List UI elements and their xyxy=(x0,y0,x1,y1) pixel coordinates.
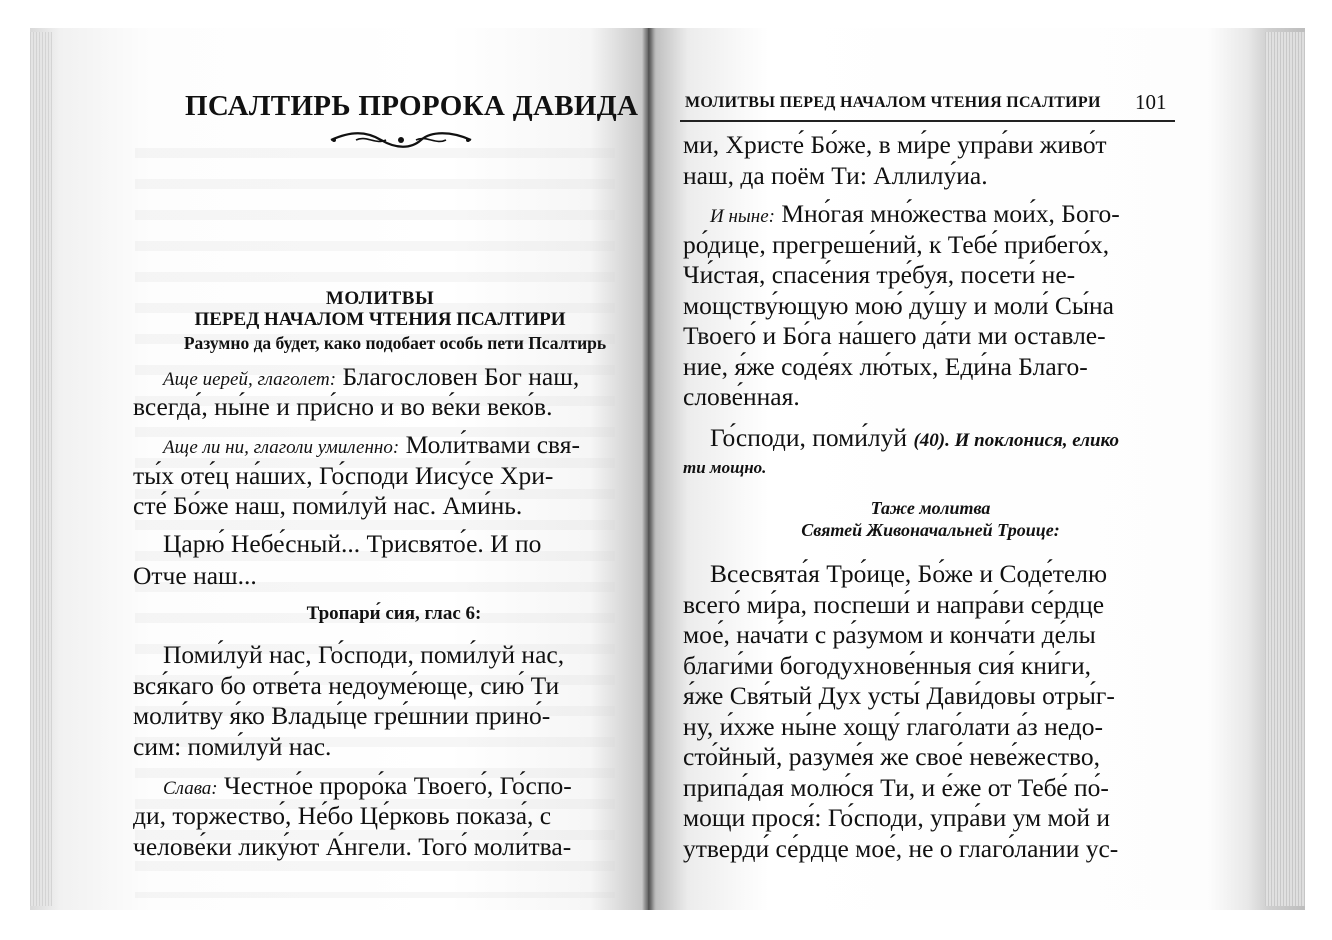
r-line-1: ми, Христе́ Бо́же, в ми́ре упра́ви живо́т xyxy=(683,130,1107,159)
ornament-divider-icon xyxy=(326,129,476,151)
rubric-and-now: И ныне: xyxy=(710,206,775,227)
and-now-line-5: Твоего́ и Бо́га на́шего да́ти ми оставле- xyxy=(683,321,1106,350)
lord-have-mercy-line-2: ти мощно. xyxy=(683,458,767,477)
header-rule xyxy=(680,120,1175,122)
page-edges-left xyxy=(30,32,52,906)
text-by-prayers: Моли́твами свя- xyxy=(399,430,580,459)
page-edges-right xyxy=(1265,32,1305,906)
lord-have-mercy-line-1 xyxy=(710,422,1119,456)
paragraph-heavenly-king-line-1: Царю́ Небе́сный... Трисвято́е. И по xyxy=(163,529,542,558)
troparion-line-2: вся́каго бо отве́та недоуме́юще, сию́ Ти xyxy=(133,671,560,700)
paragraph-priest-line-1 xyxy=(163,361,579,395)
r-line-2: наш, да поём Ти: Аллилу́иа. xyxy=(683,161,988,190)
troparion-line-1: Поми́луй нас, Го́споди, поми́луй нас, xyxy=(163,640,565,669)
glory-line-2: ди, торжество́, Не́бо Це́рковь показа́, с xyxy=(133,801,552,830)
open-book xyxy=(30,28,1305,910)
also-prayer-title: Таже молитва xyxy=(870,498,991,518)
page-header-title: ПСАЛТИРЬ ПРОРОКА ДАВИДА xyxy=(185,90,639,122)
text-many-multitudes: Мно́гая мно́жества мои́х, Бого- xyxy=(774,199,1120,228)
paragraph-layman-line-1 xyxy=(163,429,580,463)
book-spine-shadow xyxy=(642,28,656,910)
and-now-line-6: ние, я́же соде́ях лю́тых, Еди́на Благо- xyxy=(683,352,1088,381)
and-now-line-1 xyxy=(710,198,1120,232)
page-number: 101 xyxy=(1135,90,1167,114)
rubric-priest: Аще иерей, глаголет: xyxy=(163,369,337,390)
trinity-line-1: Всесвята́я Тро́ице, Бо́же и Соде́телю xyxy=(710,559,1107,588)
trinity-line-6: ну, и́хже ны́не хощу́ глаго́лати а́з недо- xyxy=(683,712,1103,741)
trinity-line-7: сто́йный, разуме́я же свое́ неве́жество, xyxy=(683,742,1101,771)
and-now-line-2: ро́дице, прегреше́ний, к Тебе́ прибего́х, xyxy=(683,230,1110,259)
and-now-line-7: слове́нная. xyxy=(683,382,800,411)
text-lord-have-mercy: Го́споди, поми́луй xyxy=(710,423,914,452)
glory-line-1 xyxy=(163,770,572,804)
and-now-line-3: Чи́стая, спасе́ния тре́буя, посети́ не- xyxy=(683,260,1076,289)
section-title-before-reading: ПЕРЕД НАЧАЛОМ ЧТЕНИЯ ПСАЛТИРИ xyxy=(194,309,566,330)
rubric-layman: Аще ли ни, глаголи умиленно: xyxy=(163,437,400,458)
rubric-forty: (40). И поклонися, елико xyxy=(913,430,1119,451)
left-page xyxy=(30,28,648,910)
troparia-heading: Тропари́ сия, глас 6: xyxy=(306,603,482,624)
paragraph-priest-line-2: всегда́, ны́не и при́сно и во ве́ки веко́в. xyxy=(133,392,553,421)
paragraph-layman-line-3: сте́ Бо́же наш, поми́луй нас. Ами́нь. xyxy=(133,491,523,520)
trinity-line-3: мое́, нача́ти с ра́зумом и конча́ти де́лы xyxy=(683,620,1096,649)
paragraph-layman-line-2: ты́х оте́ц на́ших, Го́споди Иису́се Хри- xyxy=(133,461,554,490)
text-honorable: Честно́е проро́ка Твоего́, Го́спо- xyxy=(217,771,572,800)
also-prayer-subtitle: Святей Живоначальней Троице: xyxy=(801,520,1060,540)
trinity-line-4: благи́ми богодухнове́нныя сия́ кни́ги, xyxy=(683,651,1092,680)
trinity-line-8: припа́дая молю́ся Ти, и е́же от Тебе́ по́- xyxy=(683,773,1109,802)
right-page xyxy=(648,28,1305,910)
trinity-line-2: всего́ ми́ра, поспеши́ и напра́ви се́рдце xyxy=(683,590,1105,619)
section-note: Разумно да будет, како подобает особь пети Псалтирь xyxy=(183,333,607,353)
and-now-line-4: мощству́ющую мою́ ду́шу и моли́ Сы́на xyxy=(683,291,1114,320)
troparion-line-3: моли́тву я́ко Влады́це гре́шнии прино́- xyxy=(133,701,551,730)
trinity-line-5: я́же Свя́тый Дух усты́ Дави́довы отры́г- xyxy=(683,681,1115,710)
section-title-prayers: МОЛИТВЫ xyxy=(325,288,435,309)
text-blessed: Благословен Бог наш, xyxy=(336,362,580,391)
running-head: МОЛИТВЫ ПЕРЕД НАЧАЛОМ ЧТЕНИЯ ПСАЛТИРИ xyxy=(685,94,1101,111)
trinity-line-9: мощи прося́: Го́споди, упра́ви ум мой и xyxy=(683,803,1111,832)
troparion-line-4: сим: поми́луй нас. xyxy=(133,732,332,761)
trinity-line-10: утверди́ се́рдце мое́, не о глаго́лании ус- xyxy=(683,834,1119,863)
rubric-glory: Слава: xyxy=(163,778,218,799)
glory-line-3: челове́ки лику́ют А́нгели. Того́ моли́тва- xyxy=(133,832,572,861)
paragraph-heavenly-king-line-2: Отче наш... xyxy=(133,561,257,590)
